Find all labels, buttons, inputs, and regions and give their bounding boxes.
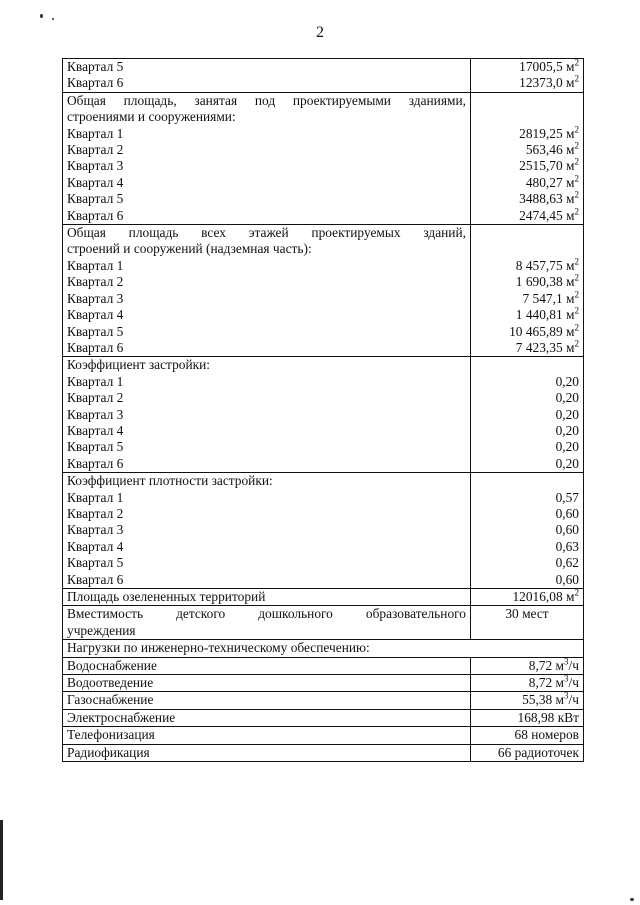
cell-label: Общая площадь всех этажей проектируемых зданий, xyxy=(67,225,466,241)
table-row xyxy=(63,589,584,606)
cell-value: 68 номеров xyxy=(514,727,579,743)
cell-label: Водоснабжение xyxy=(67,657,157,673)
page-number: 2 xyxy=(316,24,324,41)
table-row xyxy=(63,374,584,390)
unit-superscript: 2 xyxy=(574,173,579,184)
table-row xyxy=(63,126,584,142)
cell-value: 3488,63 м xyxy=(519,191,575,207)
cell-value: 0,57 xyxy=(555,489,579,505)
cell-label: Газоснабжение xyxy=(67,692,154,708)
cell-value: 7 423,35 м xyxy=(515,339,575,355)
table-row xyxy=(63,423,584,439)
cell-value: 7 547,1 м xyxy=(522,290,575,306)
unit-tail: /ч xyxy=(568,692,579,708)
cell-value: 1 440,81 м xyxy=(515,307,575,323)
unit-superscript: 2 xyxy=(574,206,579,217)
table-row xyxy=(63,191,584,207)
cell-label: Квартал 5 xyxy=(67,59,124,74)
unit-superscript: 2 xyxy=(574,124,579,135)
cell-label: Квартал 6 xyxy=(67,455,124,471)
unit-superscript: 2 xyxy=(574,189,579,200)
cell-label: Квартал 6 xyxy=(67,339,124,355)
table-row xyxy=(63,675,584,692)
unit-superscript: 2 xyxy=(574,322,579,333)
cell-label: Квартал 5 xyxy=(67,555,124,571)
table-row xyxy=(63,390,584,406)
cell-label: строениями и сооружениями: xyxy=(67,109,236,125)
unit-superscript: 2 xyxy=(574,289,579,300)
cell-label: Квартал 1 xyxy=(67,125,124,141)
cell-label: Квартал 5 xyxy=(67,323,124,339)
table-row xyxy=(63,572,584,589)
cell-label: Квартал 5 xyxy=(67,439,124,455)
cell-label: Вместимость детского дошкольного образовательного xyxy=(67,606,466,622)
table-row xyxy=(63,555,584,571)
unit-superscript: 3 xyxy=(564,690,569,701)
cell-value: 17005,5 м xyxy=(519,59,575,74)
table-row xyxy=(63,274,584,290)
table-row xyxy=(63,357,584,374)
table-row xyxy=(63,175,584,191)
cell-value: 55,38 м xyxy=(522,692,565,708)
cell-label: Электроснабжение xyxy=(67,709,176,725)
table-row xyxy=(63,324,584,340)
table-row xyxy=(63,657,584,674)
table-row xyxy=(63,59,584,76)
cell-label: Квартал 1 xyxy=(67,373,124,389)
cell-label: Квартал 4 xyxy=(67,422,124,438)
cell-label: Квартал 6 xyxy=(67,207,124,223)
cell-label: Площадь озелененных территорий xyxy=(67,589,266,604)
table-row xyxy=(63,92,584,109)
table-row xyxy=(63,506,584,522)
cell-label: Квартал 3 xyxy=(67,290,124,306)
cell-label: Водоотведение xyxy=(67,675,154,691)
cell-label: Квартал 1 xyxy=(67,257,124,273)
specs-table xyxy=(62,58,584,762)
cell-label: Квартал 6 xyxy=(67,75,124,91)
unit-superscript: 2 xyxy=(574,256,579,267)
cell-value: 10 465,89 м xyxy=(509,323,575,339)
unit-superscript: 2 xyxy=(574,587,579,598)
table-row xyxy=(63,258,584,274)
cell-label: Радиофикация xyxy=(67,744,150,760)
cell-label: Квартал 1 xyxy=(67,489,124,505)
unit-tail: /ч xyxy=(568,675,579,691)
cell-value: 2819,25 м xyxy=(519,125,575,141)
table-row xyxy=(63,490,584,506)
cell-value: 0,62 xyxy=(555,555,579,571)
cell-value: 0,60 xyxy=(555,505,579,521)
table-row xyxy=(63,142,584,158)
table-row xyxy=(63,522,584,538)
cell-value: 12373,0 м xyxy=(519,75,575,91)
cell-label: строений и сооружений (надземная часть): xyxy=(67,241,312,257)
cell-label: Квартал 6 xyxy=(67,571,124,587)
cell-value: 0,60 xyxy=(555,522,579,538)
table-row xyxy=(63,456,584,473)
cell-label: Телефонизация xyxy=(67,727,155,743)
cell-value: 480,27 м xyxy=(525,174,575,190)
scan-speck xyxy=(52,18,54,20)
table-row xyxy=(63,539,584,555)
cell-label: Квартал 4 xyxy=(67,538,124,554)
unit-superscript: 2 xyxy=(574,272,579,283)
table-row xyxy=(63,692,584,709)
cell-value: 0,20 xyxy=(555,406,579,422)
cell-value: 66 радиоточек xyxy=(497,744,579,760)
unit-superscript: 3 xyxy=(564,673,569,684)
table-row xyxy=(63,307,584,323)
cell-label: Квартал 3 xyxy=(67,158,124,174)
cell-label: Квартал 2 xyxy=(67,505,124,521)
table-row xyxy=(63,744,584,761)
table-row xyxy=(63,727,584,744)
table-row xyxy=(63,606,584,640)
cell-label: Квартал 4 xyxy=(67,174,124,190)
cell-label: Квартал 3 xyxy=(67,522,124,538)
cell-label: Квартал 2 xyxy=(67,142,124,158)
loads-header: Нагрузки по инженерно-техническому обеспечению: xyxy=(67,640,370,656)
unit-superscript: 2 xyxy=(574,73,579,84)
scan-speck xyxy=(630,898,634,901)
cell-value: 8,72 м xyxy=(528,675,565,691)
cell-value: 0,20 xyxy=(555,373,579,389)
cell-value: 12016,08 м xyxy=(512,589,575,604)
unit-superscript: 2 xyxy=(574,338,579,349)
cell-value: 2515,70 м xyxy=(519,158,575,174)
cell-value: 0,63 xyxy=(555,538,579,554)
cell-value: 0,20 xyxy=(555,390,579,406)
unit-tail: /ч xyxy=(568,657,579,673)
unit-superscript: 2 xyxy=(574,140,579,151)
unit-superscript: 2 xyxy=(574,156,579,167)
cell-value: 8 457,75 м xyxy=(515,257,575,273)
cell-value: 168,98 кВт xyxy=(517,709,579,725)
unit-superscript: 2 xyxy=(574,305,579,316)
table-row xyxy=(63,208,584,225)
unit-superscript: 3 xyxy=(564,656,569,667)
cell-label: Квартал 4 xyxy=(67,307,124,323)
cell-label: Коэффициент плотности застройки: xyxy=(67,473,273,489)
table-row xyxy=(63,407,584,423)
table-row xyxy=(63,473,584,490)
table-row xyxy=(63,109,584,125)
table-row xyxy=(63,709,584,726)
scan-edge-artifact xyxy=(0,820,3,900)
cell-value: 563,46 м xyxy=(525,142,575,158)
cell-value: 1 690,38 м xyxy=(515,274,575,290)
cell-label: Коэффициент застройки: xyxy=(67,357,211,373)
cell-value: 30 мест xyxy=(505,606,549,622)
cell-value: 2474,45 м xyxy=(519,207,575,223)
table-row xyxy=(63,241,584,257)
cell-value: 0,60 xyxy=(555,571,579,587)
cell-label: Общая площадь, занятая под проектируемыми зданиями, xyxy=(67,92,466,108)
cell-label-continued: учреждения xyxy=(67,622,136,638)
cell-label: Квартал 2 xyxy=(67,390,124,406)
cell-label: Квартал 5 xyxy=(67,191,124,207)
table-row xyxy=(63,158,584,174)
table-row xyxy=(63,291,584,307)
cell-value: 0,20 xyxy=(555,422,579,438)
cell-label: Квартал 2 xyxy=(67,274,124,290)
cell-value: 8,72 м xyxy=(528,657,565,673)
cell-value: 0,20 xyxy=(555,455,579,471)
scan-speck xyxy=(40,14,43,18)
unit-superscript: 2 xyxy=(574,57,579,68)
table-row xyxy=(63,439,584,455)
table-row xyxy=(63,340,584,357)
cell-label: Квартал 3 xyxy=(67,406,124,422)
table-row-header xyxy=(63,640,584,657)
cell-value: 0,20 xyxy=(555,439,579,455)
table-row xyxy=(63,225,584,242)
table-row xyxy=(63,75,584,92)
